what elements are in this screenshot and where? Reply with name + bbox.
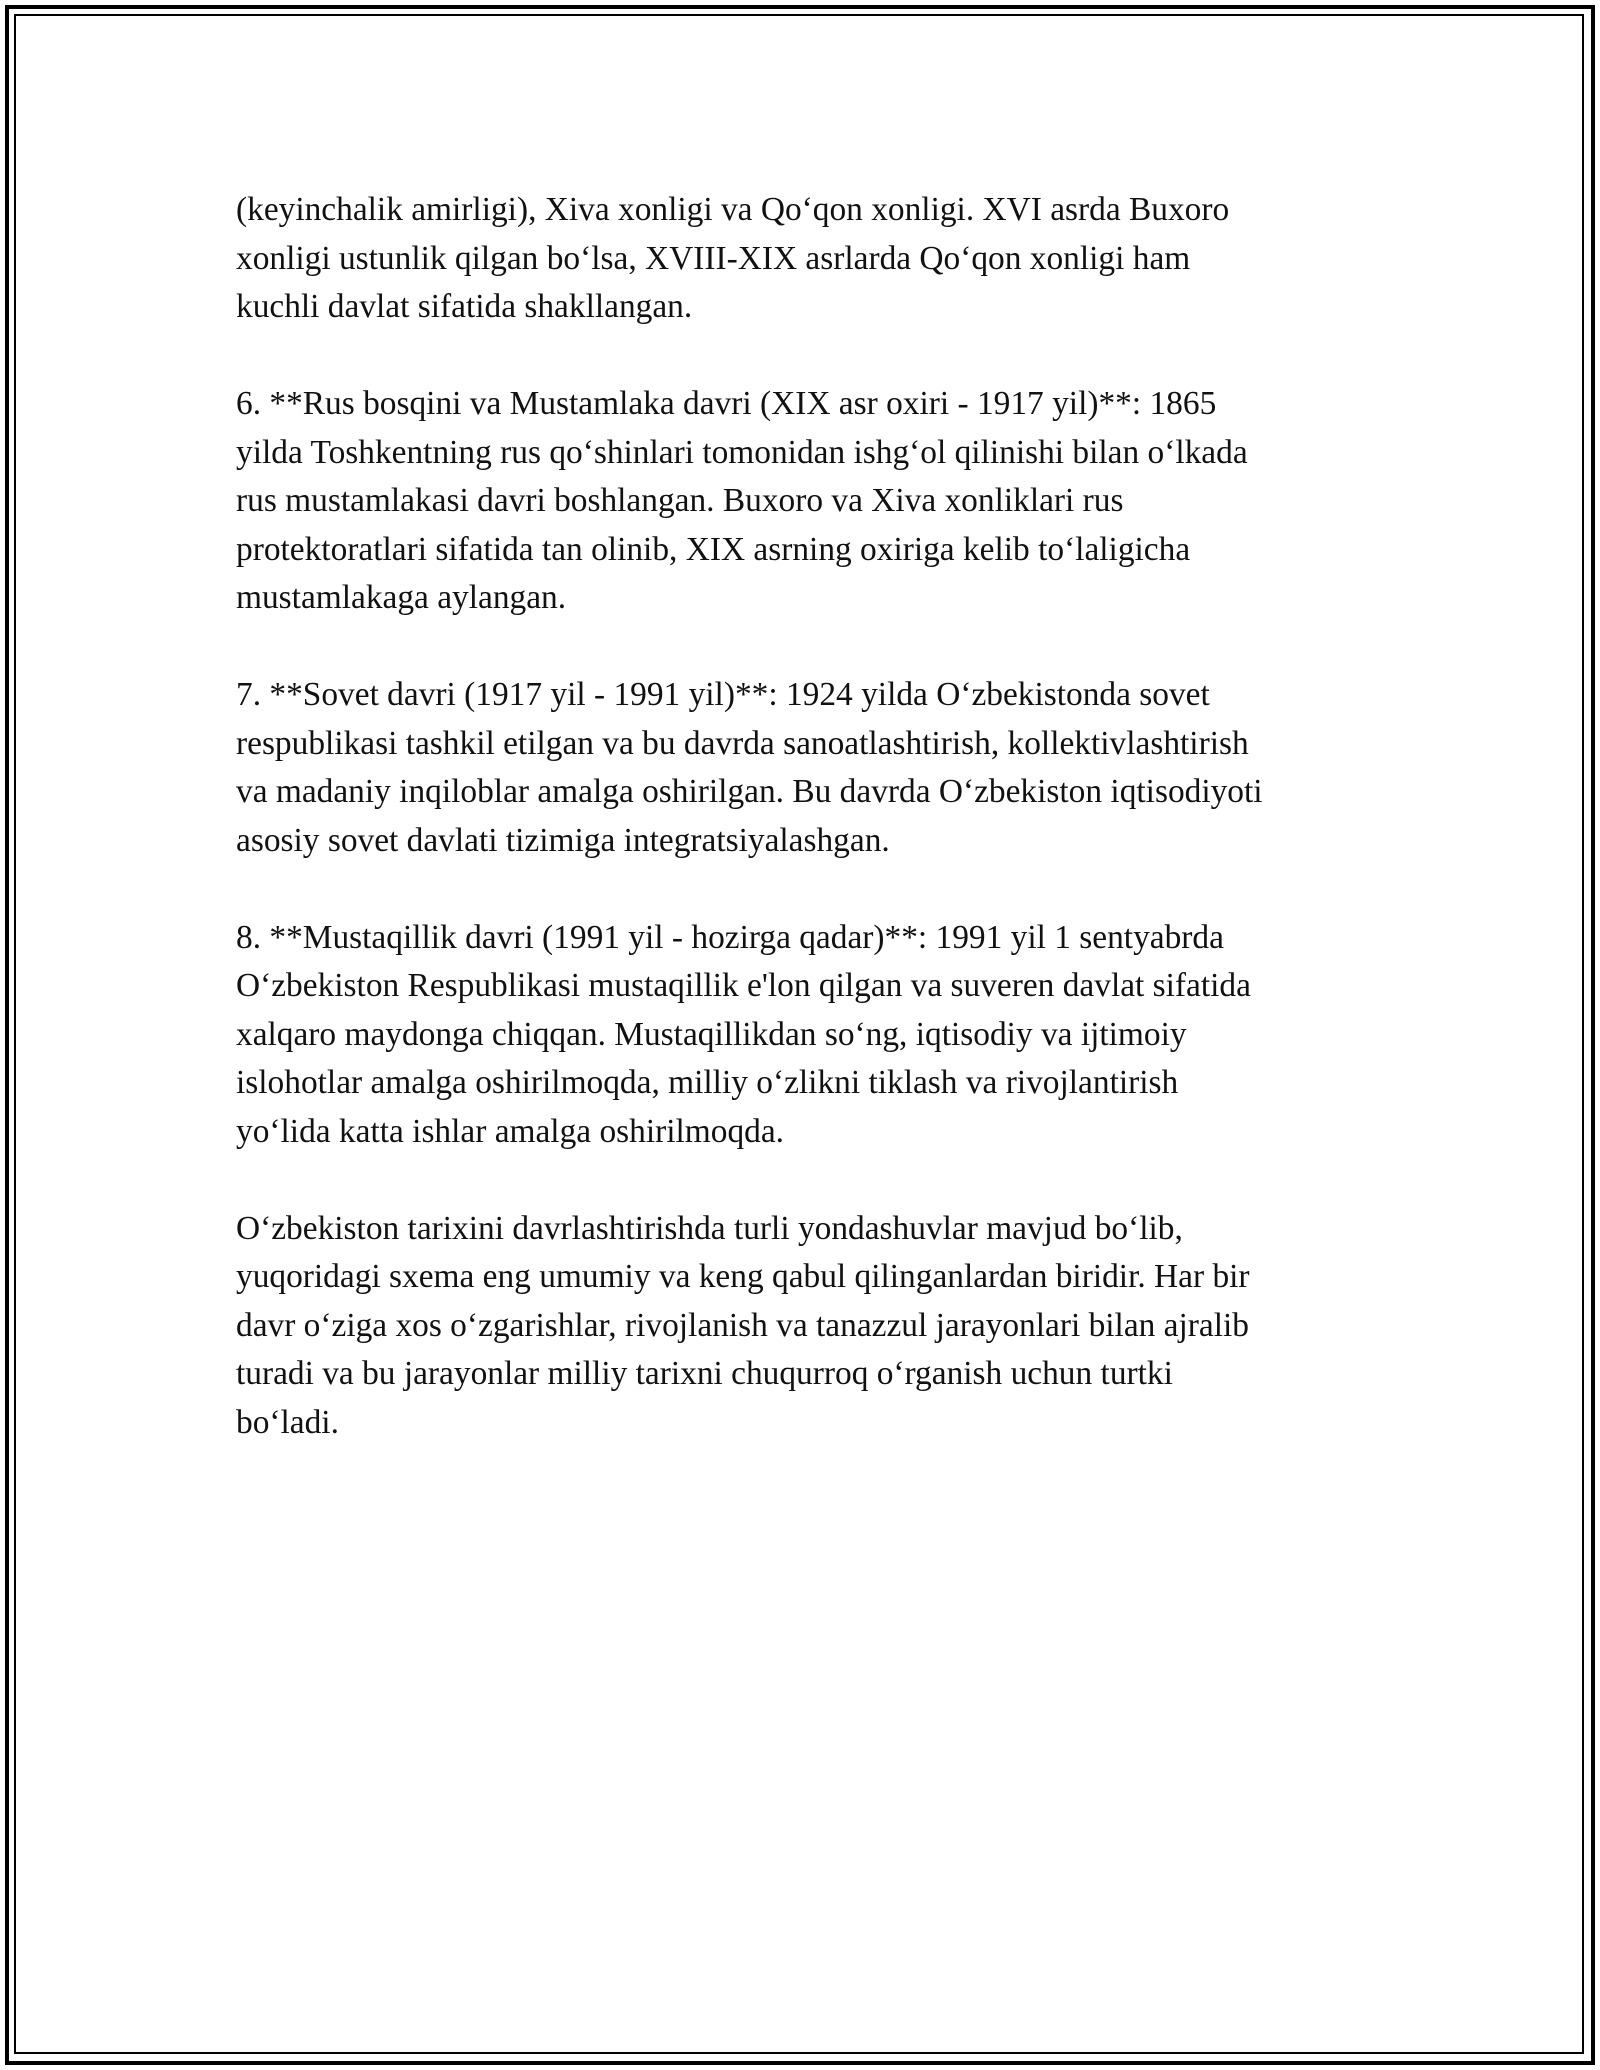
- document-body: [236, 186, 1366, 1496]
- paragraph-conclusion: O‘zbekiston tarixini davrlashtirishda turli yondashuvlar mavjud bo‘lib, yuqoridagi sxema eng umumiy va keng qabul qilinganlardan biridir. Har bir davr o‘ziga xos o‘zgarishlar, rivojlanish va tanazzul jarayonlari bilan ajralib turadi va bu jarayonlar milliy tarixni chuqurroq o‘rganish uchun turtki bo‘ladi.: [236, 1209, 1250, 1441]
- paragraph-continuation: (keyinchalik amirligi), Xiva xonligi va Qo‘qon xonligi. XVI asrda Buxoro xonligi ustunlik qilgan bo‘lsa, XVIII-XIX asrlarda Qo‘qon xonligi ham kuchli davlat sifatida shakllangan.: [236, 191, 1230, 325]
- paragraph-item-7: 7. **Sovet davri (1917 yil - 1991 yil)**: 1924 yilda O‘zbekistonda sovet respublikasi tashkil etilgan va bu davrda sanoatlashtirish, kollektivlashtirish va madaniy inqiloblar amalga oshirilgan. Bu davrda O‘zbekiston iqtisodiyoti asosiy sovet davlati tizimiga integratsiyalashgan.: [236, 676, 1263, 859]
- paragraph-item-8: 8. **Mustaqillik davri (1991 yil - hozirga qadar)**: 1991 yil 1 sentyabrda O‘zbekiston Respublikasi mustaqillik e'lon qilgan va suveren davlat sifatida xalqaro maydonga chiqqan. Mustaqillikdan so‘ng, iqtisodiy va ijtimoiy islohotlar amalga oshirilmoqda, milliy o‘zlikni tiklash va rivojlantirish yo‘lida katta ishlar amalga oshirilmoqda.: [236, 918, 1251, 1150]
- paragraph-item-6: 6. **Rus bosqini va Mustamlaka davri (XIX asr oxiri - 1917 yil)**: 1865 yilda Toshkentning rus qo‘shinlari tomonidan ishg‘ol qilinishi bilan o‘lkada rus mustamlakasi davri boshlangan. Buxoro va Xiva xonliklari rus protektoratlari sifatida tan olinib, XIX asrning oxiriga kelib to‘laligicha mustamlakaga aylangan.: [236, 385, 1248, 616]
